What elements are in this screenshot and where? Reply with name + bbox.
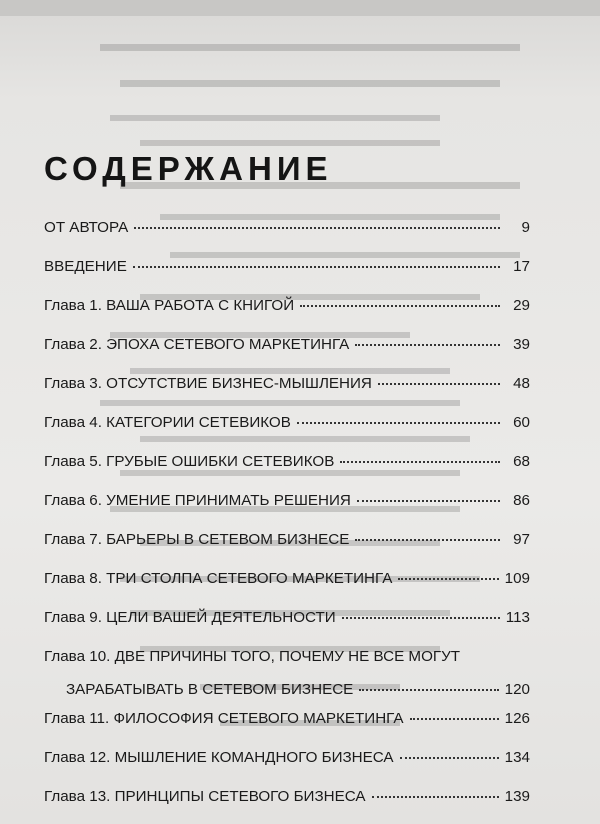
leader-dots — [355, 539, 500, 541]
toc-entry-title: Глава 11. ФИЛОСОФИЯ СЕТЕВОГО МАРКЕТИНГА — [44, 710, 404, 727]
toc-entry-page: 134 — [504, 749, 530, 766]
leader-dots — [378, 383, 500, 385]
page-top-edge — [0, 0, 600, 16]
leader-dots — [133, 266, 500, 268]
toc-entry-page: 126 — [504, 710, 530, 727]
toc-entry — [44, 748, 530, 768]
leader-dots — [134, 227, 500, 229]
toc-entry-page: 39 — [513, 336, 530, 353]
toc-entry-page: 120 — [504, 681, 530, 698]
toc-entry-title: Глава 4. КАТЕГОРИИ СЕТЕВИКОВ — [44, 414, 291, 431]
toc-entry-title-line1: Глава 10. ДВЕ ПРИЧИНЫ ТОГО, ПОЧЕМУ НЕ ВСЕ МОГУТ — [44, 648, 461, 665]
toc-entry — [44, 218, 530, 238]
leader-dots — [297, 422, 500, 424]
toc-entry-page: 48 — [513, 375, 530, 392]
toc-entry-page: 86 — [513, 492, 530, 509]
toc-entry-page: 29 — [513, 297, 530, 314]
leader-dots — [357, 500, 500, 502]
toc-entry-title: Глава 13. ПРИНЦИПЫ СЕТЕВОГО БИЗНЕСА — [44, 788, 366, 805]
toc-entry — [44, 296, 530, 316]
toc-entry-title: Глава 8. ТРИ СТОЛПА СЕТЕВОГО МАРКЕТИНГА — [44, 570, 393, 587]
toc-entry-title: Глава 7. БАРЬЕРЫ В СЕТЕВОМ БИЗНЕСЕ — [44, 531, 350, 548]
toc-entry-page: 139 — [504, 788, 530, 805]
toc-entry-title: Глава 2. ЭПОХА СЕТЕВОГО МАРКЕТИНГА — [44, 336, 350, 353]
page-title: СОДЕРЖАНИЕ — [44, 150, 333, 187]
toc-entry — [44, 787, 530, 807]
toc-entry-title: ВВЕДЕНИЕ — [44, 258, 127, 275]
toc-entry-title: Глава 1. ВАША РАБОТА С КНИГОЙ — [44, 297, 295, 314]
toc-entry-page: 109 — [504, 570, 530, 587]
toc-entry — [44, 530, 530, 550]
leader-dots — [355, 344, 500, 346]
toc-entry-page: 113 — [505, 609, 530, 626]
toc-entry-title: Глава 3. ОТСУТСТВИЕ БИЗНЕС-МЫШЛЕНИЯ — [44, 375, 372, 392]
toc-entry — [44, 374, 530, 394]
toc-entry-page: 17 — [513, 258, 530, 275]
toc-entry-title-line2: ЗАРАБАТЫВАТЬ В СЕТЕВОМ БИЗНЕСЕ — [66, 681, 354, 698]
leader-dots — [300, 305, 500, 307]
toc-entry-title: Глава 12. МЫШЛЕНИЕ КОМАНДНОГО БИЗНЕСА — [44, 749, 394, 766]
toc-entry — [44, 608, 530, 628]
toc-entry-page: 9 — [521, 219, 530, 236]
toc-entry-page: 68 — [513, 453, 530, 470]
toc-entry — [44, 709, 530, 729]
leader-dots — [340, 461, 500, 463]
toc-entry — [44, 491, 530, 511]
table-of-contents — [44, 218, 530, 805]
toc-entry — [44, 335, 530, 355]
toc-entry-title: ОТ АВТОРА — [44, 219, 129, 236]
toc-entry — [44, 257, 530, 277]
toc-entry — [44, 413, 530, 433]
leader-dots — [359, 689, 498, 691]
toc-entry-page: 97 — [513, 531, 530, 548]
leader-dots — [342, 617, 500, 619]
toc-entry-page: 60 — [513, 414, 530, 431]
leader-dots — [398, 578, 498, 580]
toc-entry-two-line — [44, 647, 530, 700]
toc-entry-title: Глава 5. ГРУБЫЕ ОШИБКИ СЕТЕВИКОВ — [44, 453, 335, 470]
toc-entry — [44, 569, 530, 589]
toc-entry — [44, 452, 530, 472]
leader-dots — [410, 718, 499, 720]
toc-entry-title: Глава 6. УМЕНИЕ ПРИНИМАТЬ РЕШЕНИЯ — [44, 492, 351, 509]
toc-entry-title: Глава 9. ЦЕЛИ ВАШЕЙ ДЕЯТЕЛЬНОСТИ — [44, 609, 336, 626]
leader-dots — [400, 757, 499, 759]
leader-dots — [372, 796, 499, 798]
